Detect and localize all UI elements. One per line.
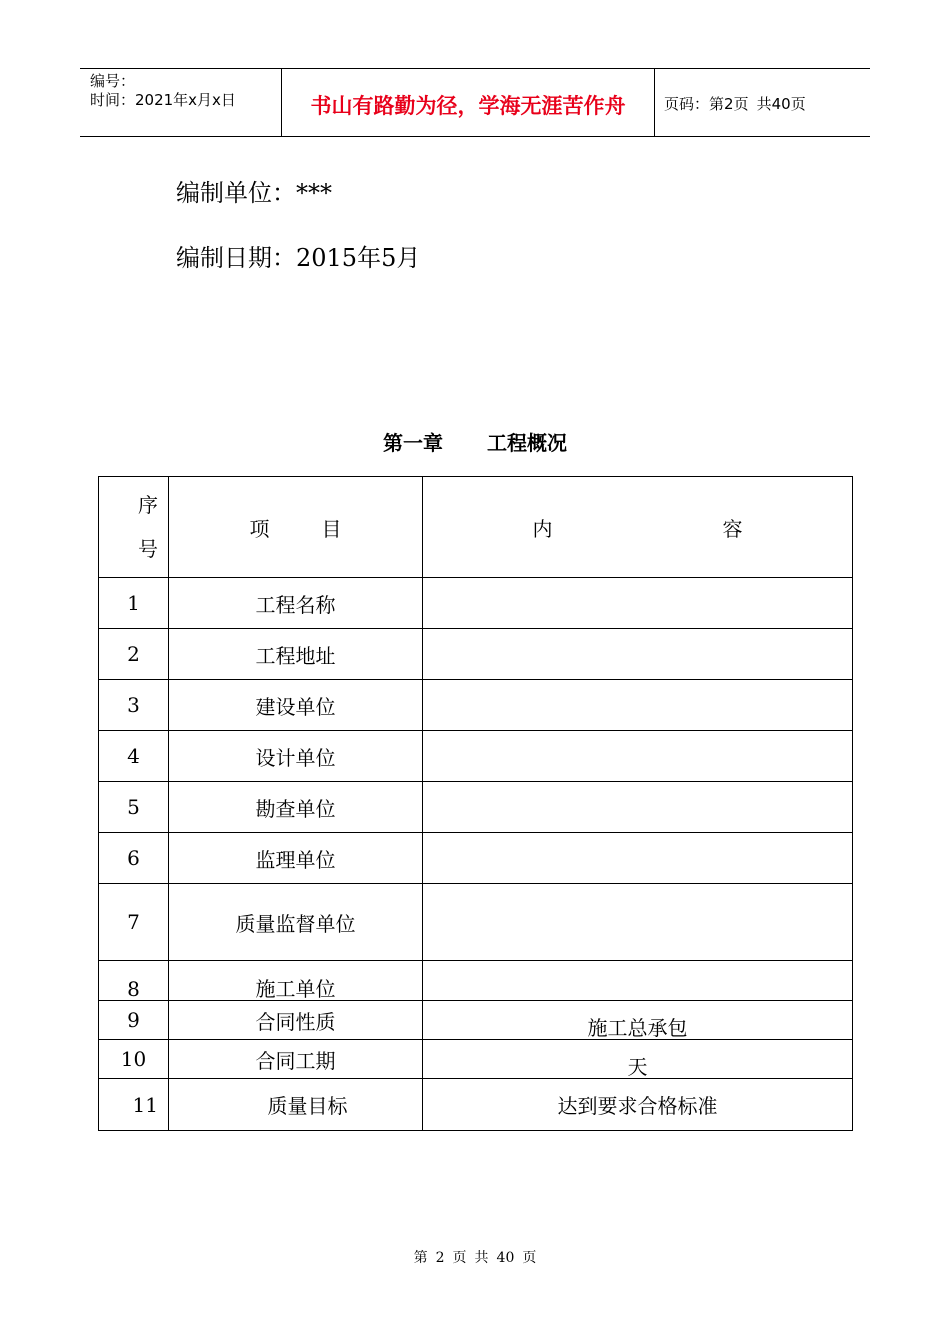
chapter-heading: [0, 427, 950, 456]
row-content: [423, 578, 853, 629]
compiling-unit-line: 编制单位：***: [176, 179, 332, 207]
row-no: 4: [99, 731, 169, 782]
header-separator-right: [654, 68, 655, 136]
row-item: 设计单位: [169, 731, 423, 782]
row-no: 7: [99, 884, 169, 961]
row-item: 监理单位: [169, 833, 423, 884]
table-row: [99, 629, 853, 680]
row-item: 合同性质: [169, 1001, 423, 1040]
row-no: 11: [99, 1079, 169, 1131]
header-number-label: 编号：: [90, 72, 136, 90]
row-no: 3: [99, 680, 169, 731]
row-no: 6: [99, 833, 169, 884]
row-content: 达到要求合格标准: [423, 1079, 853, 1131]
table-row: [99, 731, 853, 782]
table-row: [99, 782, 853, 833]
row-no: 9: [99, 1001, 169, 1040]
compiling-date-line: 编制日期：2015年5月: [176, 244, 421, 272]
chapter-title: 工程概况: [487, 431, 567, 455]
footer-current: 2: [435, 1250, 445, 1266]
header-no-top: 序: [138, 493, 158, 517]
table-row: [99, 1001, 853, 1040]
header-top-rule: [80, 68, 870, 69]
header-page-prefix: 页码：第: [664, 95, 725, 113]
header-page-suffix: 页: [790, 95, 806, 113]
row-content: [423, 731, 853, 782]
row-item: 施工单位: [169, 961, 423, 1001]
header-doc-info: [90, 72, 236, 110]
table-row: [99, 1040, 853, 1079]
header-time-label: 时间：2021年x月x日: [90, 91, 236, 109]
row-content: [423, 629, 853, 680]
footer-total-prefix: 共: [474, 1250, 489, 1266]
row-content: [423, 833, 853, 884]
header-motto: 书山有路勤为径，学海无涯苦作舟: [310, 94, 626, 118]
header-cell-item: [169, 477, 423, 578]
row-item: 建设单位: [169, 680, 423, 731]
table-row: [99, 680, 853, 731]
header-page-total-prefix: 共: [756, 95, 772, 113]
chapter-number: 第一章: [383, 431, 443, 455]
footer-total: 40: [496, 1250, 515, 1266]
header-item-b: 目: [321, 516, 342, 541]
header-content-a: 内: [532, 516, 553, 541]
row-item: 工程名称: [169, 578, 423, 629]
header-page-total: 40: [771, 95, 791, 113]
table-row: [99, 578, 853, 629]
row-no: 10: [99, 1040, 169, 1079]
row-item: 勘查单位: [169, 782, 423, 833]
table-row: [99, 833, 853, 884]
row-item: 质量监督单位: [169, 884, 423, 961]
row-no: 1: [99, 578, 169, 629]
table-header-row: [99, 477, 853, 578]
table-row: [99, 1079, 853, 1131]
header-page-info: [664, 93, 806, 114]
footer-prefix: 第: [413, 1250, 428, 1266]
header-bottom-rule: [80, 136, 870, 137]
table-row: [99, 884, 853, 961]
row-no: 8: [99, 961, 169, 1001]
row-item: 质量目标: [169, 1079, 423, 1131]
row-item: 工程地址: [169, 629, 423, 680]
header-page-current: 2: [724, 95, 734, 113]
header-page-mid: 页: [733, 95, 749, 113]
row-item: 合同工期: [169, 1040, 423, 1079]
header-no-bottom: 号: [138, 537, 158, 561]
table-row: [99, 961, 853, 1001]
project-overview-table: [98, 476, 853, 1131]
footer-mid: 页: [452, 1250, 467, 1266]
row-content: [423, 884, 853, 961]
footer-suffix: 页: [522, 1250, 537, 1266]
row-content: 天: [423, 1040, 853, 1079]
header-item-a: 项: [249, 516, 270, 541]
row-content: [423, 961, 853, 1001]
header-cell-content: [423, 477, 853, 578]
row-no: 2: [99, 629, 169, 680]
page-footer: [0, 1247, 950, 1267]
row-content: [423, 680, 853, 731]
header-cell-no: [99, 477, 169, 578]
row-content: [423, 782, 853, 833]
row-content: 施工总承包: [423, 1001, 853, 1040]
row-no: 5: [99, 782, 169, 833]
header-content-b: 容: [722, 516, 743, 541]
